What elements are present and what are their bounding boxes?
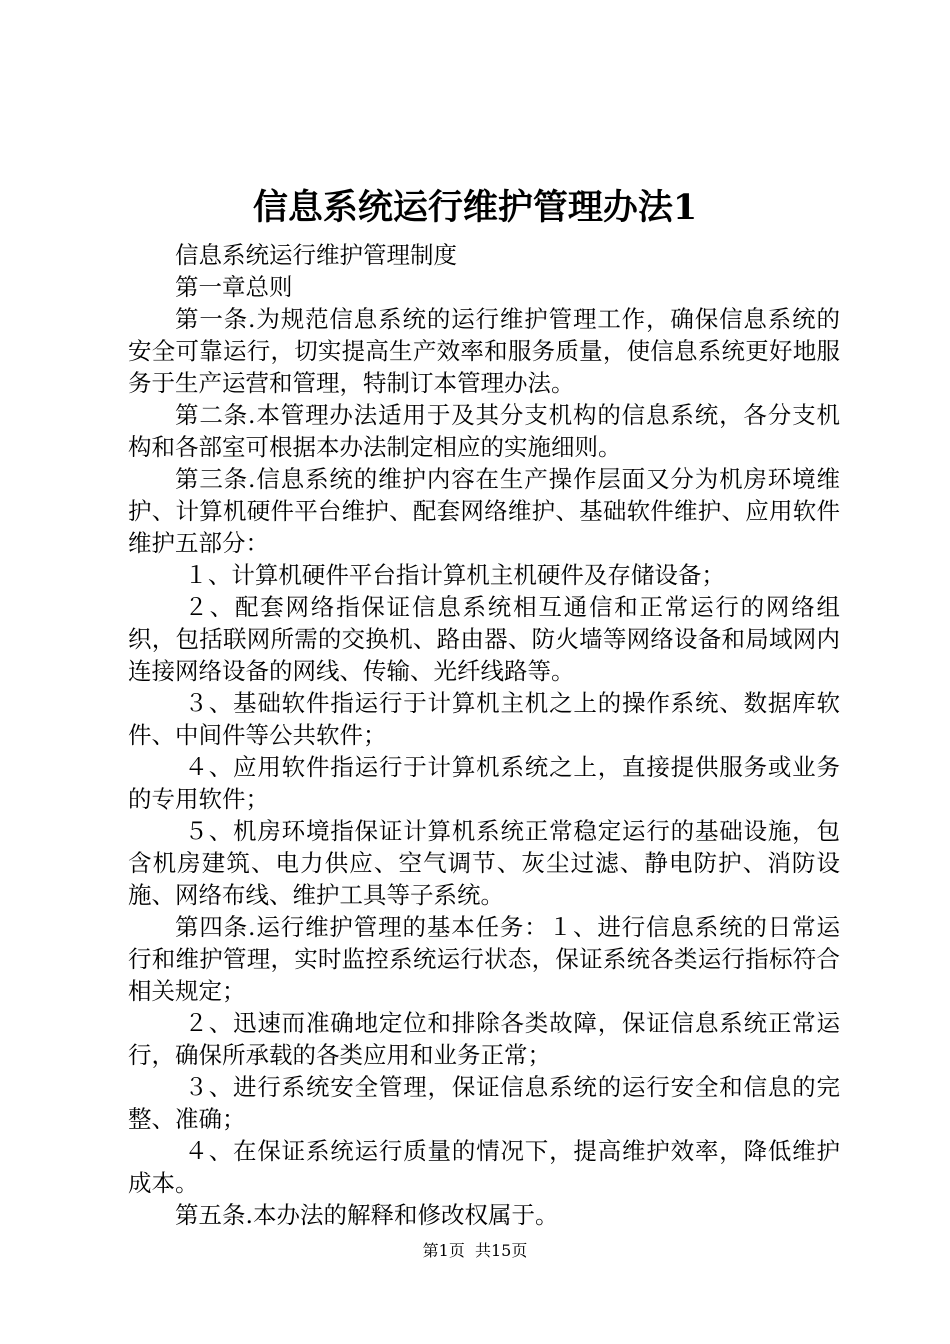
paragraph-article-1: 第一条.为规范信息系统的运行维护管理工作，确保信息系统的安全可靠运行，切实提高生产效率和服务质量，使信息系统更好地服务于生产运营和管理，特制订本管理办法。: [128, 305, 840, 397]
paragraph-article-3: 第三条.信息系统的维护内容在生产操作层面又分为机房环境维护、计算机硬件平台维护、配套网络维护、基础软件维护、应用软件维护五部分：: [128, 465, 840, 557]
paragraph-article-4: 第四条.运行维护管理的基本任务：１、进行信息系统的日常运行和维护管理，实时监控系统运行状态，保证系统各类运行指标符合相关规定；: [128, 913, 840, 1005]
document-body: [128, 239, 840, 1231]
paragraph-item-4: ４、应用软件指运行于计算机系统之上，直接提供服务或业务的专用软件；: [128, 753, 840, 813]
paragraph-subtitle: 信息系统运行维护管理制度: [175, 241, 457, 269]
paragraph-item-1: １、计算机硬件平台指计算机主机硬件及存储设备；: [184, 561, 725, 589]
paragraph-item-2: ２、配套网络指保证信息系统相互通信和正常运行的网络组织，包括联网所需的交换机、路由器、防火墙等网络设备和局域网内连接网络设备的网线、传输、光纤线路等。: [128, 593, 840, 685]
paragraph-task-4: ４、在保证系统运行质量的情况下，提高维护效率，降低维护成本。: [128, 1137, 840, 1197]
paragraph-article-5: 第五条.本办法的解释和修改权属于。: [175, 1201, 559, 1229]
paragraph-article-2: 第二条.本管理办法适用于及其分支机构的信息系统，各分支机构和各部室可根据本办法制定相应的实施细则。: [128, 401, 840, 461]
paragraph-chapter-heading: 第一章总则: [175, 273, 293, 301]
paragraph-task-3: ３、进行系统安全管理，保证信息系统的运行安全和信息的完整、准确；: [128, 1073, 840, 1133]
paragraph-task-2: ２、迅速而准确地定位和排除各类故障，保证信息系统正常运行，确保所承载的各类应用和业务正常；: [128, 1009, 840, 1069]
paragraph-item-5: ５、机房环境指保证计算机系统正常稳定运行的基础设施，包含机房建筑、电力供应、空气调节、灰尘过滤、静电防护、消防设施、网络布线、维护工具等子系统。: [128, 817, 840, 909]
document-title: 信息系统运行维护管理办法1: [252, 187, 698, 228]
paragraph-item-3: ３、基础软件指运行于计算机主机之上的操作系统、数据库软件、中间件等公共软件；: [128, 689, 840, 749]
page-number-footer: 第1页 共15页: [422, 1241, 528, 1260]
